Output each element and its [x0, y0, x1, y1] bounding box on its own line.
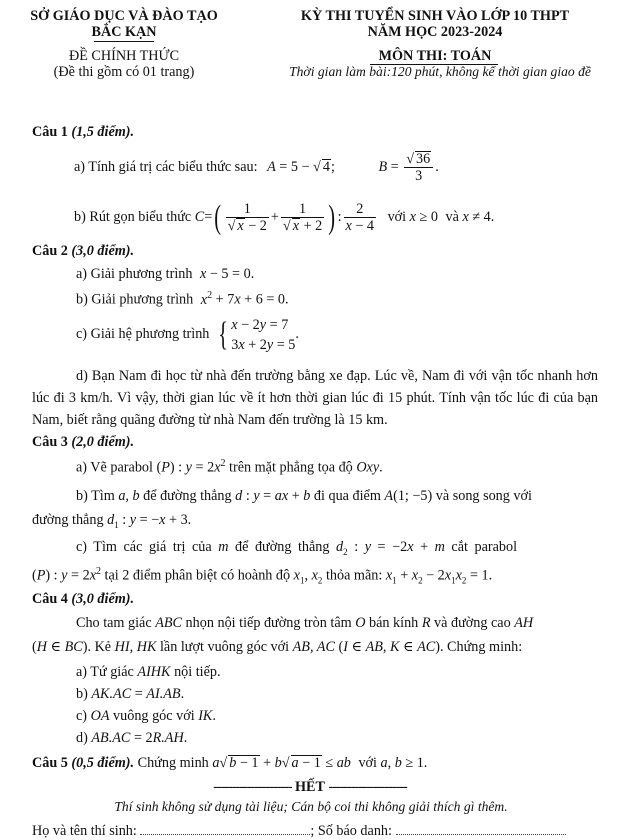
question-3b: b) Tìm a, b để đường thẳng d : y = ax + b đi qua điểm A(1; −5) và song song với	[76, 488, 532, 504]
q3b-text2: để đường thẳng	[143, 488, 232, 504]
q1a-text: a) Tính giá trị các biểu thức sau:	[74, 158, 258, 175]
q2-title: Câu 2	[32, 243, 68, 259]
q4c-text2: vuông góc với	[113, 708, 195, 724]
question-4b: b) AK.AC = AI.AB.	[76, 686, 185, 702]
q5-text: Chứng minh	[137, 755, 209, 771]
q1b-and: và	[445, 209, 459, 225]
q1-points: (1,5 điểm).	[71, 124, 135, 140]
end-marker: --------------------- HẾT ---------------------	[213, 779, 407, 795]
department-name: SỞ GIÁO DỤC VÀ ĐÀO TẠO	[30, 8, 218, 24]
header-left-rule	[94, 41, 154, 42]
q3c-text1: c) Tìm các giá trị của	[76, 539, 212, 555]
q2-points: (3,0 điểm).	[71, 243, 135, 259]
q4b-text: b)	[76, 686, 88, 702]
question-4-intro-cont: (H ∈ BC). Kẻ HI, HK lần lượt vuông góc với AB, AC (I ∈ AB, K ∈ AC). Chứng minh:	[32, 639, 523, 655]
question-3a: a) Vẽ parabol (P) : $y = 2x^2$ trên mặt phẳng tọa độ Oxy.	[76, 458, 383, 476]
q3b-text4: và song song với	[435, 488, 532, 504]
q4a-text2: nội tiếp.	[174, 664, 221, 680]
q2c-text: c) Giải hệ phương trình	[76, 326, 210, 342]
q1-title: Câu 1	[32, 124, 68, 140]
question-4d: d) AB.AC = 2R.AH.	[76, 730, 188, 746]
time-allowed: Thời gian làm bài:120 phút, không kể thời gian giao đề	[289, 64, 591, 79]
q4a-text: a) Tứ giác	[76, 664, 134, 680]
q3c-text3: cắt parabol	[451, 539, 518, 555]
q2b-text: b) Giải phương trình	[76, 291, 194, 308]
candidate-info	[32, 823, 566, 840]
q3b-text5: đường thẳng	[32, 512, 104, 528]
question-3-heading	[32, 434, 134, 451]
question-5: Câu 5 (0,5 điểm). Chứng minh a√ b − 1 + b√ a − 1 ≤ ab với a, b ≥ 1.	[32, 755, 428, 771]
question-2-heading	[32, 243, 134, 260]
q4d-text: d)	[76, 730, 88, 746]
q4c-text: c)	[76, 708, 88, 724]
subject: MÔN THI: TOÁN	[378, 48, 492, 64]
q5-title: Câu 5	[32, 755, 68, 771]
q3c-text4: tại 2 điểm phân biệt có hoành độ	[104, 567, 291, 584]
question-4a: a) Tứ giác AIHK nội tiếp.	[76, 664, 221, 680]
question-3c: c) Tìm các giá trị của m để đường thẳng $d_2$ : y = −2x + m cắt parabol	[76, 539, 518, 557]
q1b-cond: với	[387, 209, 407, 225]
question-4c: c) OA vuông góc với IK.	[76, 708, 216, 724]
q3b-text1: b) Tìm	[76, 488, 115, 504]
q3a-text1: a) Vẽ parabol	[76, 459, 153, 476]
candidate-number-field	[396, 834, 566, 835]
page-count-note: (Đề thi gồm có 01 trang)	[53, 64, 195, 80]
q4-intro7: . Chứng minh:	[439, 639, 523, 655]
q1b-text: b) Rút gọn biểu thức	[74, 209, 192, 225]
q5-points: (0,5 điểm).	[71, 755, 135, 771]
question-1-heading	[32, 124, 134, 141]
question-4-intro: Cho tam giác ABC nhọn nội tiếp đường tròn tâm O bán kính R và đường cao AH	[76, 615, 534, 631]
q4-title: Câu 4	[32, 591, 68, 607]
q4-intro4: và đường cao	[434, 615, 511, 631]
official-label: ĐỀ CHÍNH THỨC	[68, 48, 180, 64]
q4-intro5: . Kẻ	[87, 639, 112, 655]
q2a-text: a) Giải phương trình	[76, 266, 193, 282]
question-4-heading	[32, 591, 134, 608]
school-year: NĂM HỌC 2023-2024	[367, 24, 503, 40]
q4-intro6: lần lượt vuông góc với	[159, 639, 290, 655]
q3b-text3: đi qua điểm	[313, 488, 381, 504]
question-2a: a) Giải phương trình x − 5 = 0.	[76, 266, 255, 282]
question-1b: b) Rút gọn biểu thức C=( $\frac{1}{√ x - 2}$ + $\frac{1}{√ x + 2}$ ) : $\frac{2}{x - 4}$ với x ≥ 0 và x ≠ 4.	[74, 198, 495, 236]
candidate-name-field	[140, 834, 310, 835]
q5-with: với	[358, 755, 377, 771]
q3-points: (2,0 điểm).	[71, 434, 135, 450]
question-2b: b) Giải phương trình $x^2 + 7x + 6 = 0$.	[76, 290, 289, 308]
q4-intro3: bán kính	[369, 615, 419, 631]
exam-title: KỲ THI TUYỂN SINH VÀO LỚP 10 THPT	[300, 8, 570, 24]
candidate-name-label: Họ và tên thí sinh:	[32, 823, 137, 839]
q3a-text2: trên mặt phẳng tọa độ	[229, 459, 353, 476]
question-3b-cont: đường thẳng $d_1$ : y = −x + 3.	[32, 512, 192, 530]
candidate-note: Thí sinh không sử dụng tài liệu; Cán bộ coi thi không giải thích gì thêm.	[114, 799, 508, 814]
question-1a: a) Tính giá trị các biểu thức sau: A = 5 − √ 4; B = $\frac{√ 36}{3}$ .	[74, 151, 439, 184]
end-label: HẾT	[295, 779, 325, 795]
candidate-number-label: ; Số báo danh:	[310, 823, 392, 839]
question-2c: c) Giải hệ phương trình { x − 2y = 7 3x + 2y = 5.	[76, 315, 299, 353]
q4-intro1: Cho tam giác	[76, 615, 152, 631]
question-3c-cont: (P) : $y = 2x^2$ tại 2 điểm phân biệt có hoành độ $x_1$, $x_2$ thỏa mãn: $x_1 + x_2 - 2x_1x_2 = 1$.	[32, 566, 493, 586]
q4-intro2: nhọn nội tiếp đường tròn tâm	[185, 615, 352, 631]
q3-title: Câu 3	[32, 434, 68, 450]
q4-points: (3,0 điểm).	[71, 591, 135, 607]
question-2d: d) Bạn Nam đi học từ nhà đến trường bằng xe đạp. Lúc về, Nam đi với vận tốc nhanh hơn lúc đi 3 km/h. Vì vậy, thời gian lúc về ít hơn thời gian lúc đi 15 phút. Tính vận tốc lúc đi của bạn Nam, biết rằng quãng đường từ nhà Nam đến trường là 15 km.	[32, 368, 598, 428]
q3c-text5: thỏa mãn:	[325, 567, 383, 584]
province-name: BẮC KẠN	[91, 24, 157, 40]
q3c-text2: để đường thẳng	[235, 539, 330, 555]
